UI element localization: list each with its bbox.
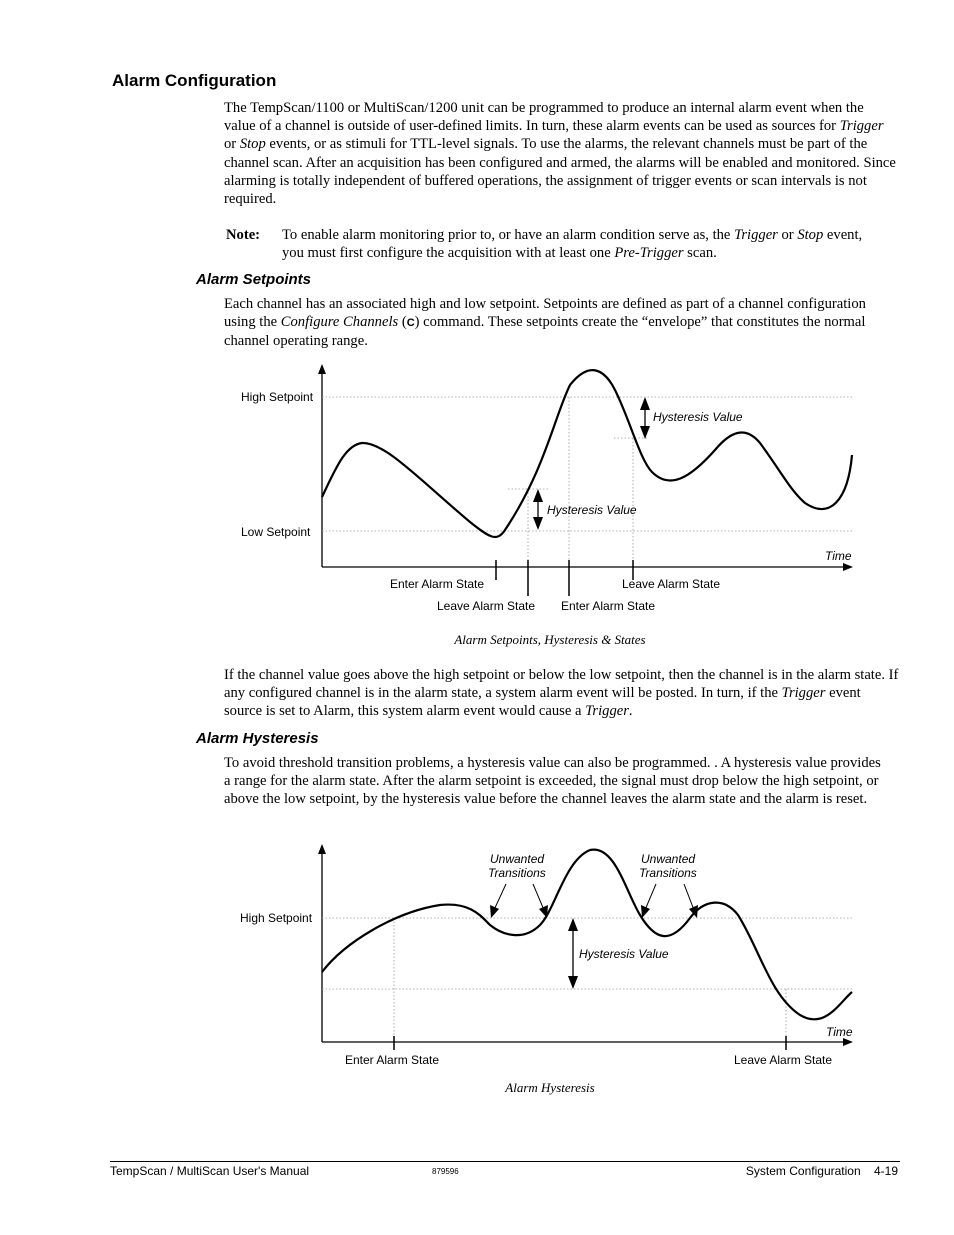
alarm-hysteresis-figure bbox=[230, 840, 870, 1075]
footer-code: 879596 bbox=[432, 1167, 459, 1176]
unwanted-label-1b: Transitions bbox=[488, 866, 546, 880]
unwanted-label-1a: Unwanted bbox=[490, 852, 545, 866]
hysteresis-label-mid: Hysteresis Value bbox=[547, 503, 637, 517]
enter-alarm-label-2: Enter Alarm State bbox=[561, 599, 656, 613]
figure1-caption: Alarm Setpoints, Hysteresis & States bbox=[454, 632, 646, 647]
intro-paragraph: The TempScan/1100 or MultiScan/1200 unit can be programmed to produce an internal alarm event when the value of a channel is outside of user-defined limits. In turn, these alarm events can be used as sources for Trigger or Stop events, or as stimuli for TTL-level signals. To use the alarms, the relevant channels must be part of the channel scan. After an acquisition has been configured and armed, the alarms will be enabled and monitored. Since alarming is totally independent of buffered operations, the assignment of trigger events or scan intervals is not required. bbox=[224, 100, 896, 208]
hysteresis-paragraph: To avoid threshold transition problems, a hysteresis value can also be programmed. . A hysteresis value provides a range for the alarm state. After the alarm setpoint is exceeded, the signal must drop below the high setpoint, or above the low setpoint, by the hysteresis value before the channel leaves the alarm state and the alarm is reset. bbox=[224, 755, 881, 808]
hysteresis-heading: Alarm Hysteresis bbox=[196, 730, 319, 747]
time-label-2: Time bbox=[826, 1025, 853, 1039]
low-setpoint-label: Low Setpoint bbox=[241, 525, 311, 539]
note-label: Note: bbox=[226, 227, 261, 243]
setpoints-paragraph: Each channel has an associated high and low setpoint. Setpoints are defined as part of a channel configuration using the Configure Channels (C) command. These setpoints create the “envelope” that constitutes the normal channel operating range. bbox=[224, 296, 866, 350]
leave-alarm-label-1: Leave Alarm State bbox=[437, 599, 536, 613]
footer-rule bbox=[110, 1161, 900, 1162]
note-text: To enable alarm monitoring prior to, or have an alarm condition serve as, the Trigger or Stop event, you must first configure the acquisition with at least one Pre-Trigger scan. bbox=[282, 227, 863, 262]
high-setpoint-label-2: High Setpoint bbox=[240, 911, 313, 925]
enter-alarm-label-1: Enter Alarm State bbox=[390, 577, 485, 591]
footer-left: TempScan / MultiScan User's Manual bbox=[110, 1164, 310, 1178]
leave-alarm-label: Leave Alarm State bbox=[734, 1053, 833, 1067]
hysteresis-label: Hysteresis Value bbox=[579, 947, 669, 961]
unwanted-label-2a: Unwanted bbox=[641, 852, 696, 866]
alarm-state-paragraph: If the channel value goes above the high setpoint or below the low setpoint, then the channel is in the alarm state. If any configured channel is in the alarm state, a system alarm event will be posted. In turn, if the Trigger event source is set to Alarm, this system alarm event would cause a Trigger. bbox=[224, 667, 899, 720]
setpoints-heading: Alarm Setpoints bbox=[196, 271, 312, 288]
page-heading: Alarm Configuration bbox=[112, 71, 277, 90]
alarm-setpoints-figure bbox=[230, 360, 870, 620]
unwanted-label-2b: Transitions bbox=[639, 866, 697, 880]
time-label: Time bbox=[825, 549, 852, 563]
leave-alarm-label-2: Leave Alarm State bbox=[622, 577, 721, 591]
high-setpoint-label: High Setpoint bbox=[241, 390, 314, 404]
hysteresis-label-top: Hysteresis Value bbox=[653, 410, 743, 424]
footer-right: System Configuration 4-19 bbox=[745, 1164, 898, 1178]
enter-alarm-label: Enter Alarm State bbox=[345, 1053, 440, 1067]
figure2-caption: Alarm Hysteresis bbox=[505, 1080, 595, 1095]
